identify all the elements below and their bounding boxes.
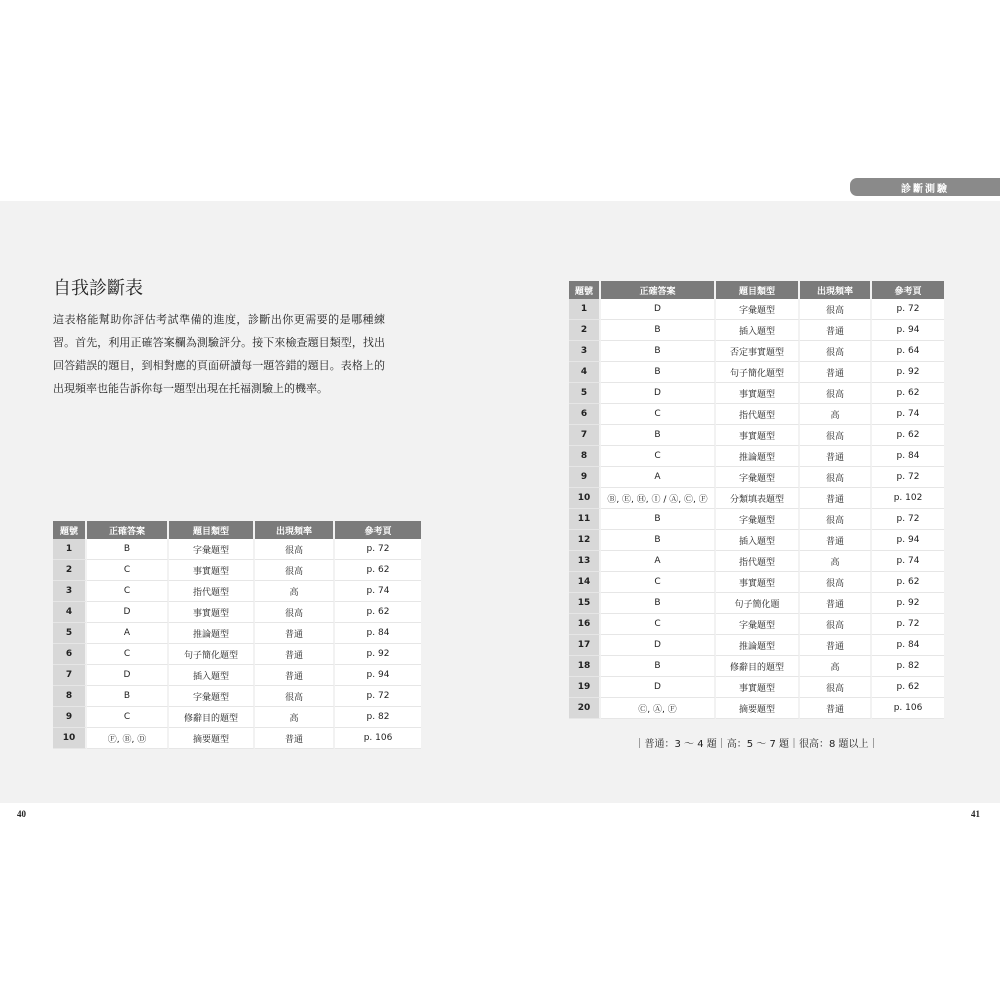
cell-type: 指代題型: [169, 581, 255, 602]
table-row: [53, 728, 421, 749]
cell-type: 摘要題型: [716, 698, 800, 719]
cell-type: 事實題型: [716, 425, 800, 446]
cell-answer: D: [601, 677, 716, 698]
cell-number: 2: [53, 560, 87, 581]
cell-frequency: 普通: [800, 488, 872, 509]
cell-type: 字彙題型: [169, 539, 255, 560]
cell-type: 插入題型: [716, 530, 800, 551]
diagnosis-table-right: [569, 281, 944, 719]
cell-answer: B: [601, 425, 716, 446]
cell-answer: Ⓑ, Ⓔ, Ⓗ, Ⓘ / Ⓐ, Ⓒ, Ⓕ: [601, 488, 716, 509]
cell-frequency: 很高: [800, 614, 872, 635]
cell-answer: C: [87, 560, 169, 581]
cell-number: 17: [569, 635, 601, 656]
cell-number: 9: [569, 467, 601, 488]
cell-frequency: 很高: [800, 425, 872, 446]
cell-page: p. 74: [335, 581, 421, 602]
table-row: [53, 623, 421, 644]
cell-page: p. 62: [872, 677, 944, 698]
table-row: [569, 446, 944, 467]
cell-frequency: 普通: [800, 635, 872, 656]
cell-frequency: 高: [255, 581, 335, 602]
cell-frequency: 普通: [255, 623, 335, 644]
col-header-number: 題號: [569, 281, 601, 299]
cell-number: 8: [569, 446, 601, 467]
cell-number: 13: [569, 551, 601, 572]
col-header-page: 參考頁: [872, 281, 944, 299]
cell-frequency: 普通: [800, 362, 872, 383]
table-row: [53, 644, 421, 665]
cell-answer: Ⓒ, Ⓐ, Ⓕ: [601, 698, 716, 719]
cell-page: p. 106: [872, 698, 944, 719]
cell-frequency: 很高: [800, 299, 872, 320]
cell-type: 句子簡化題型: [169, 644, 255, 665]
table-row: [53, 581, 421, 602]
cell-number: 20: [569, 698, 601, 719]
cell-page: p. 62: [872, 383, 944, 404]
cell-frequency: 很高: [800, 509, 872, 530]
cell-type: 字彙題型: [716, 467, 800, 488]
table-header-row: [569, 281, 944, 299]
cell-answer: B: [601, 593, 716, 614]
cell-answer: D: [601, 635, 716, 656]
cell-page: p. 62: [872, 425, 944, 446]
table-row: [569, 677, 944, 698]
cell-type: 推論題型: [716, 635, 800, 656]
cell-frequency: 很高: [255, 686, 335, 707]
cell-number: 7: [53, 665, 87, 686]
cell-frequency: 高: [255, 707, 335, 728]
table-row: [569, 614, 944, 635]
cell-answer: C: [87, 581, 169, 602]
cell-number: 10: [53, 728, 87, 749]
cell-number: 14: [569, 572, 601, 593]
cell-frequency: 普通: [800, 446, 872, 467]
cell-number: 3: [53, 581, 87, 602]
cell-answer: C: [601, 572, 716, 593]
table-row: [569, 299, 944, 320]
cell-number: 1: [569, 299, 601, 320]
cell-answer: B: [601, 341, 716, 362]
cell-type: 推論題型: [716, 446, 800, 467]
cell-number: 4: [569, 362, 601, 383]
intro-paragraph: 這表格能幫助你評估考試準備的進度，診斷出你更需要的是哪種練習。首先，利用正確答案欄為測驗評分。接下來檢查題目類型，找出回答錯誤的題目，到相對應的頁面研讀每一題答錯的題目。表格上的出現頻率也能告訴你每一題型出現在托福測驗上的機率。: [53, 313, 385, 395]
table-row: [569, 509, 944, 530]
cell-frequency: 普通: [800, 593, 872, 614]
col-header-type: 題目類型: [716, 281, 800, 299]
cell-answer: D: [601, 299, 716, 320]
cell-type: 事實題型: [169, 602, 255, 623]
col-header-answer: 正確答案: [601, 281, 716, 299]
cell-type: 字彙題型: [716, 614, 800, 635]
table-row: [53, 707, 421, 728]
table-row: [569, 404, 944, 425]
cell-answer: C: [87, 644, 169, 665]
table-row: [569, 488, 944, 509]
table-row: [569, 383, 944, 404]
table-header-row: [53, 521, 421, 539]
table-body: [569, 299, 944, 719]
cell-frequency: 很高: [255, 602, 335, 623]
cell-answer: C: [87, 707, 169, 728]
cell-number: 18: [569, 656, 601, 677]
cell-page: p. 74: [872, 404, 944, 425]
cell-answer: B: [87, 686, 169, 707]
col-header-type: 題目類型: [169, 521, 255, 539]
cell-page: p. 62: [335, 560, 421, 581]
cell-number: 16: [569, 614, 601, 635]
table-row: [569, 341, 944, 362]
cell-type: 字彙題型: [716, 509, 800, 530]
cell-frequency: 高: [800, 404, 872, 425]
col-header-frequency: 出現頻率: [255, 521, 335, 539]
cell-page: p. 84: [872, 446, 944, 467]
cell-frequency: 很高: [255, 560, 335, 581]
cell-answer: B: [601, 362, 716, 383]
cell-type: 句子簡化題: [716, 593, 800, 614]
cell-frequency: 普通: [255, 644, 335, 665]
cell-type: 推論題型: [169, 623, 255, 644]
cell-number: 6: [53, 644, 87, 665]
cell-answer: A: [601, 551, 716, 572]
cell-answer: Ⓕ, Ⓑ, Ⓓ: [87, 728, 169, 749]
cell-number: 19: [569, 677, 601, 698]
cell-frequency: 很高: [800, 383, 872, 404]
cell-page: p. 72: [872, 299, 944, 320]
cell-page: p. 102: [872, 488, 944, 509]
cell-frequency: 很高: [800, 677, 872, 698]
cell-page: p. 62: [335, 602, 421, 623]
col-header-frequency: 出現頻率: [800, 281, 872, 299]
table-row: [569, 635, 944, 656]
table-row: [53, 665, 421, 686]
cell-answer: D: [87, 602, 169, 623]
cell-answer: B: [601, 509, 716, 530]
cell-page: p. 72: [872, 509, 944, 530]
cell-answer: B: [87, 539, 169, 560]
cell-number: 10: [569, 488, 601, 509]
cell-answer: D: [601, 383, 716, 404]
cell-number: 12: [569, 530, 601, 551]
table-row: [569, 530, 944, 551]
cell-number: 2: [569, 320, 601, 341]
cell-number: 11: [569, 509, 601, 530]
cell-page: p. 94: [872, 530, 944, 551]
table-row: [53, 560, 421, 581]
cell-answer: A: [601, 467, 716, 488]
cell-type: 插入題型: [169, 665, 255, 686]
col-header-number: 題號: [53, 521, 87, 539]
table-row: [53, 686, 421, 707]
cell-type: 句子簡化題型: [716, 362, 800, 383]
cell-type: 摘要題型: [169, 728, 255, 749]
cell-frequency: 很高: [800, 572, 872, 593]
cell-number: 4: [53, 602, 87, 623]
cell-page: p. 72: [872, 467, 944, 488]
cell-frequency: 普通: [255, 728, 335, 749]
table-row: [569, 656, 944, 677]
cell-page: p. 62: [872, 572, 944, 593]
table-row: [569, 425, 944, 446]
cell-frequency: 普通: [800, 320, 872, 341]
cell-type: 分類填表題型: [716, 488, 800, 509]
table-row: [569, 467, 944, 488]
cell-type: 字彙題型: [169, 686, 255, 707]
cell-number: 1: [53, 539, 87, 560]
cell-answer: C: [601, 446, 716, 467]
cell-page: p. 64: [872, 341, 944, 362]
col-header-page: 參考頁: [335, 521, 421, 539]
cell-number: 5: [569, 383, 601, 404]
cell-type: 修辭目的題型: [716, 656, 800, 677]
cell-type: 字彙題型: [716, 299, 800, 320]
cell-frequency: 普通: [800, 530, 872, 551]
cell-type: 事實題型: [169, 560, 255, 581]
cell-answer: B: [601, 320, 716, 341]
cell-answer: D: [87, 665, 169, 686]
cell-frequency: 普通: [800, 698, 872, 719]
table-row: [569, 551, 944, 572]
cell-type: 事實題型: [716, 383, 800, 404]
cell-page: p. 92: [872, 362, 944, 383]
cell-number: 7: [569, 425, 601, 446]
frequency-legend: ｜普通：3 ～ 4 題｜高：5 ～ 7 題｜很高：8 題以上｜: [634, 739, 879, 750]
cell-number: 9: [53, 707, 87, 728]
cell-page: p. 106: [335, 728, 421, 749]
cell-page: p. 94: [872, 320, 944, 341]
cell-frequency: 高: [800, 551, 872, 572]
page-number-left: 40: [17, 809, 26, 819]
cell-answer: A: [87, 623, 169, 644]
cell-page: p. 74: [872, 551, 944, 572]
cell-frequency: 很高: [255, 539, 335, 560]
cell-frequency: 很高: [800, 467, 872, 488]
cell-answer: C: [601, 614, 716, 635]
cell-page: p. 82: [335, 707, 421, 728]
cell-answer: B: [601, 530, 716, 551]
cell-type: 事實題型: [716, 677, 800, 698]
cell-frequency: 普通: [255, 665, 335, 686]
cell-number: 6: [569, 404, 601, 425]
cell-page: p. 72: [335, 539, 421, 560]
cell-type: 否定事實題型: [716, 341, 800, 362]
cell-number: 5: [53, 623, 87, 644]
cell-type: 插入題型: [716, 320, 800, 341]
table-row: [53, 602, 421, 623]
cell-page: p. 94: [335, 665, 421, 686]
cell-type: 指代題型: [716, 551, 800, 572]
cell-page: p. 92: [335, 644, 421, 665]
cell-number: 15: [569, 593, 601, 614]
cell-answer: C: [601, 404, 716, 425]
cell-page: p. 82: [872, 656, 944, 677]
page-title: 自我診斷表: [53, 278, 143, 299]
cell-type: 事實題型: [716, 572, 800, 593]
table-row: [569, 698, 944, 719]
table-row: [569, 320, 944, 341]
cell-frequency: 很高: [800, 341, 872, 362]
cell-type: 指代題型: [716, 404, 800, 425]
table-row: [569, 593, 944, 614]
table-row: [569, 362, 944, 383]
cell-frequency: 高: [800, 656, 872, 677]
cell-type: 修辭目的題型: [169, 707, 255, 728]
cell-page: p. 84: [335, 623, 421, 644]
section-tab: 診斷測驗: [850, 178, 1000, 196]
cell-answer: B: [601, 656, 716, 677]
diagnosis-table-left: [53, 521, 421, 749]
cell-page: p. 72: [872, 614, 944, 635]
cell-page: p. 84: [872, 635, 944, 656]
table-body: [53, 539, 421, 749]
cell-page: p. 72: [335, 686, 421, 707]
table-row: [569, 572, 944, 593]
cell-number: 3: [569, 341, 601, 362]
table-row: [53, 539, 421, 560]
cell-number: 8: [53, 686, 87, 707]
col-header-answer: 正確答案: [87, 521, 169, 539]
cell-page: p. 92: [872, 593, 944, 614]
page-number-right: 41: [971, 809, 980, 819]
